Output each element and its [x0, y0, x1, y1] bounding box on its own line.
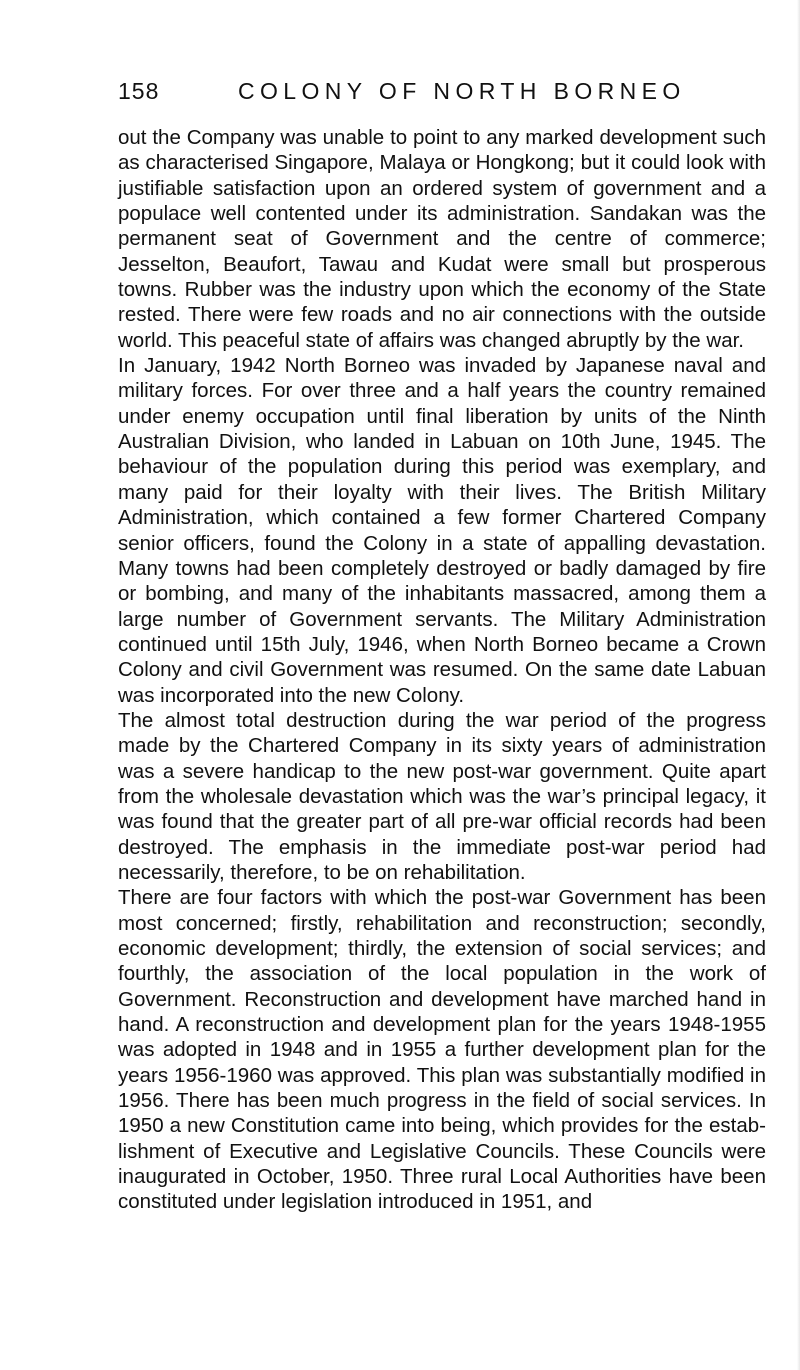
- paragraph-post-war-handicap: The almost total destruction during the war period of the progress made by the Chartered Company in its sixty years of administration was a severe handicap to the new post-war government. Quite apart from the wholesale devastation which was the war’s principal legacy, it was found that the greater part of all pre-war official records had been destroyed. The emphasis in the immediate post-war period had necessarily, therefore, to be on rehabilitation.: [118, 708, 766, 884]
- paragraph-post-war-factors: There are four factors with which the post-war Government has been most concerned; firstly, rehabilitation and reconstruction; secondly, economic development; thirdly, the extension of social services; and fourthly, the association of the local population in the work of Government. Reconstruction and development have marched hand in hand. A reconstruction and development plan for the years 1948-1955 was adopted in 1948 and in 1955 a further development plan for the years 1956-1960 was approved. This plan was substantially modified in 1956. There has been much progress in the field of social services. In 1950 a new Constitution came into being, which provides for the establishment of Executive and Legislative Councils. These Councils were inaugurated in October, 1950. Three rural Local Authorities have been constituted under legislation introduced in 1951, and: [118, 886, 766, 1214]
- page-header: [118, 76, 718, 106]
- running-title: COLONY OF NORTH BORNEO: [238, 78, 686, 104]
- body-text: [118, 125, 766, 1215]
- paragraph-continued: out the Company was unable to point to any marked development such as characterised Singapore, Malaya or Hongkong; but it could look with justifiable satisfaction upon an ordered system of government and a populace well contented under its administration. Sandakan was the permanent seat of Government and the centre of commerce; Jesselton, Beaufort, Tawau and Kudat were small but prosperous towns. Rubber was the industry upon which the economy of the State rested. There were few roads and no air connections with the outside world. This peaceful state of affairs was changed abruptly by the war.: [118, 126, 766, 352]
- paragraph-war-occupation: In January, 1942 North Borneo was invaded by Japanese naval and military forces. For over three and a half years the country remained under enemy occupation until final liberation by units of the Ninth Australian Division, who landed in Labuan on 10th June, 1945. The behaviour of the population during this period was exemplary, and many paid for their loyalty with their lives. The British Military Administration, which contained a few former Chartered Company senior officers, found the Colony in a state of appalling devastation. Many towns had been completely destroyed or badly damaged by fire or bombing, and many of the inhabitants massacred, among them a large number of Government servants. The Military Administration continued until 15th July, 1946, when North Borneo became a Crown Colony and civil Government was resumed. On the same date Labuan was incorporated into the new Colony.: [118, 354, 766, 707]
- page-number: 158: [118, 78, 160, 104]
